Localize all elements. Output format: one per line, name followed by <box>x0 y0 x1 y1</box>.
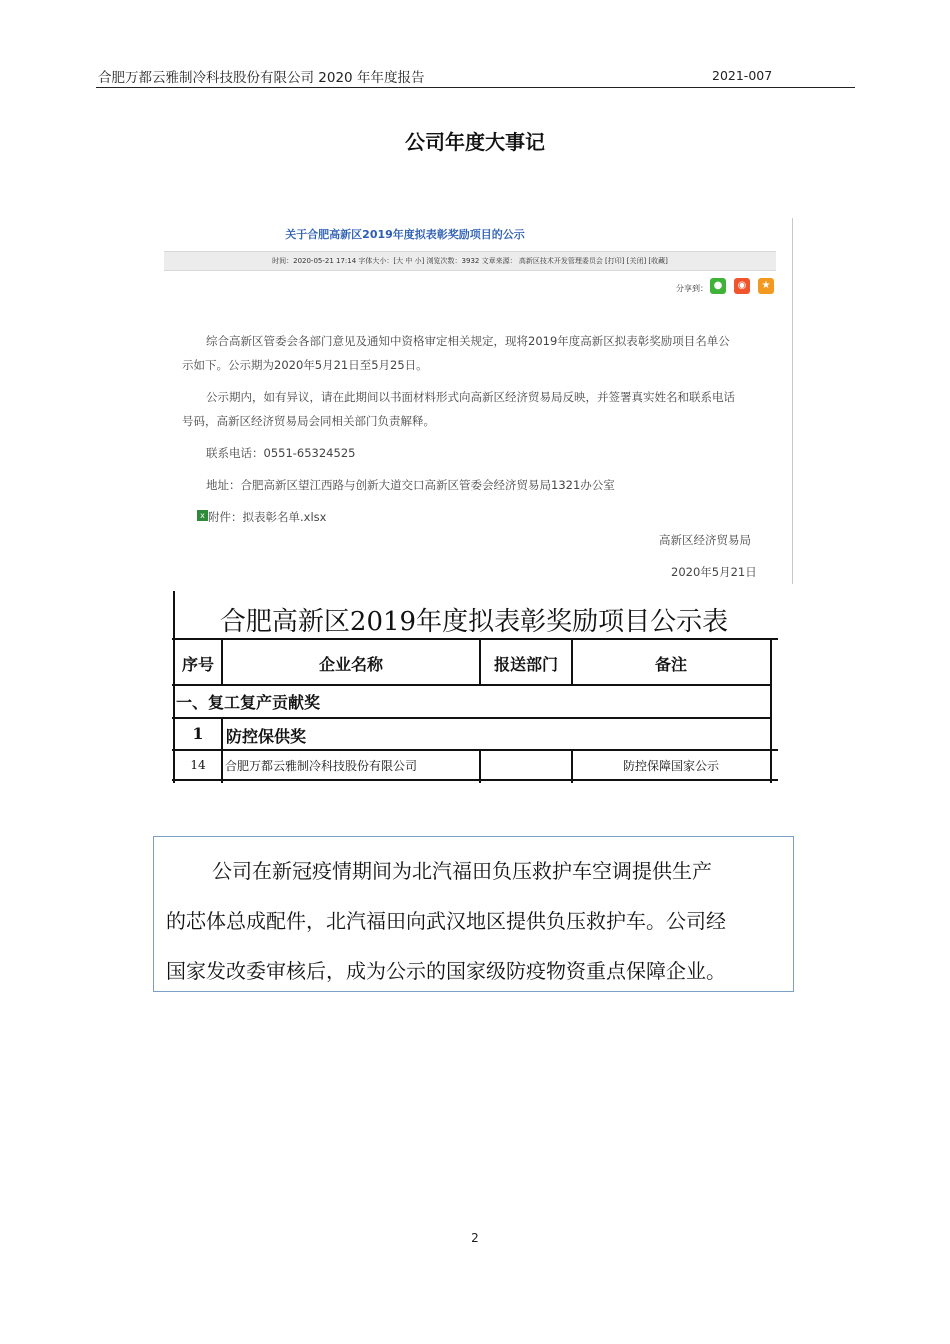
subcategory-number: 1 <box>192 724 204 743</box>
notice-border <box>792 218 793 584</box>
award-category: 一、复工复产贡献奖 <box>176 693 321 712</box>
signature-date: 2020年5月21日 <box>671 565 757 579</box>
table-line <box>172 717 772 719</box>
report-code: 2021-007 <box>712 68 773 83</box>
header-divider <box>96 87 855 88</box>
notice-title: 关于合肥高新区2019年度拟表彰奖励项目的公示 <box>285 228 525 241</box>
notice-paragraph-2-line-1: 公示期内，如有异议，请在此期间以书面材料形式向高新区经济贸易局反映，并签署真实姓名和联系电话 <box>206 390 735 404</box>
column-header-note: 备注 <box>654 655 687 674</box>
table-line <box>770 638 772 783</box>
column-header-dept: 报送部门 <box>493 655 558 674</box>
weibo-icon[interactable]: ◉ <box>734 278 750 294</box>
summary-line-3: 国家发改委审核后，成为公示的国家级防疫物资重点保障企业。 <box>166 959 726 983</box>
table-line <box>172 749 778 751</box>
table-line <box>172 684 772 686</box>
table-row-company: 合肥万都云雅制冷科技股份有限公司 <box>225 759 418 773</box>
wechat-icon[interactable]: ● <box>710 278 726 294</box>
table-line <box>172 638 778 640</box>
table-line <box>172 779 778 781</box>
contact-phone: 联系电话：0551-65324525 <box>206 446 356 460</box>
award-table-title: 合肥高新区2019年度拟表彰奖励项目公示表 <box>219 607 729 637</box>
excel-icon: x <box>197 510 208 521</box>
table-row-number: 14 <box>190 758 206 772</box>
award-subcategory: 防控保供奖 <box>226 727 307 746</box>
table-row-note: 防控保障国家公示 <box>622 759 719 773</box>
table-line <box>479 749 481 783</box>
notice-paragraph-2-line-2: 号码，高新区经济贸易局会同相关部门负责解释。 <box>182 414 435 428</box>
notice-meta: 时间：2020-05-21 17:14 字体大小：[大 中 小] 浏览次数：3932 文章来源： 高新区技术开发管理委员会 [打印] [关闭] [收藏] <box>272 257 668 265</box>
report-header-title: 合肥万都云雅制冷科技股份有限公司 2020 年年度报告 <box>98 70 425 86</box>
summary-line-1: 公司在新冠疫情期间为北汽福田负压救护车空调提供生产 <box>212 859 712 883</box>
page-number: 2 <box>471 1231 479 1245</box>
column-header-company: 企业名称 <box>318 655 383 674</box>
attachment-link[interactable]: 附件：拟表彰名单.xlsx <box>208 510 327 524</box>
signature-org: 高新区经济贸易局 <box>659 533 751 547</box>
column-header-seq: 序号 <box>181 655 214 674</box>
page-title: 公司年度大事记 <box>405 130 545 154</box>
contact-address: 地址：合肥高新区望江西路与创新大道交口高新区管委会经济贸易局1321办公室 <box>206 478 615 492</box>
notice-paragraph-1-line-1: 综合高新区管委会各部门意见及通知中资格审定相关规定，现将2019年度高新区拟表彰奖励项目名单公 <box>206 334 730 348</box>
star-icon[interactable]: ★ <box>758 278 774 294</box>
share-label: 分享到： <box>676 284 708 293</box>
summary-line-2: 的芯体总成配件，北汽福田向武汉地区提供负压救护车。公司经 <box>166 909 726 933</box>
notice-paragraph-1-line-2: 示如下。公示期为2020年5月21日至5月25日。 <box>182 358 428 372</box>
